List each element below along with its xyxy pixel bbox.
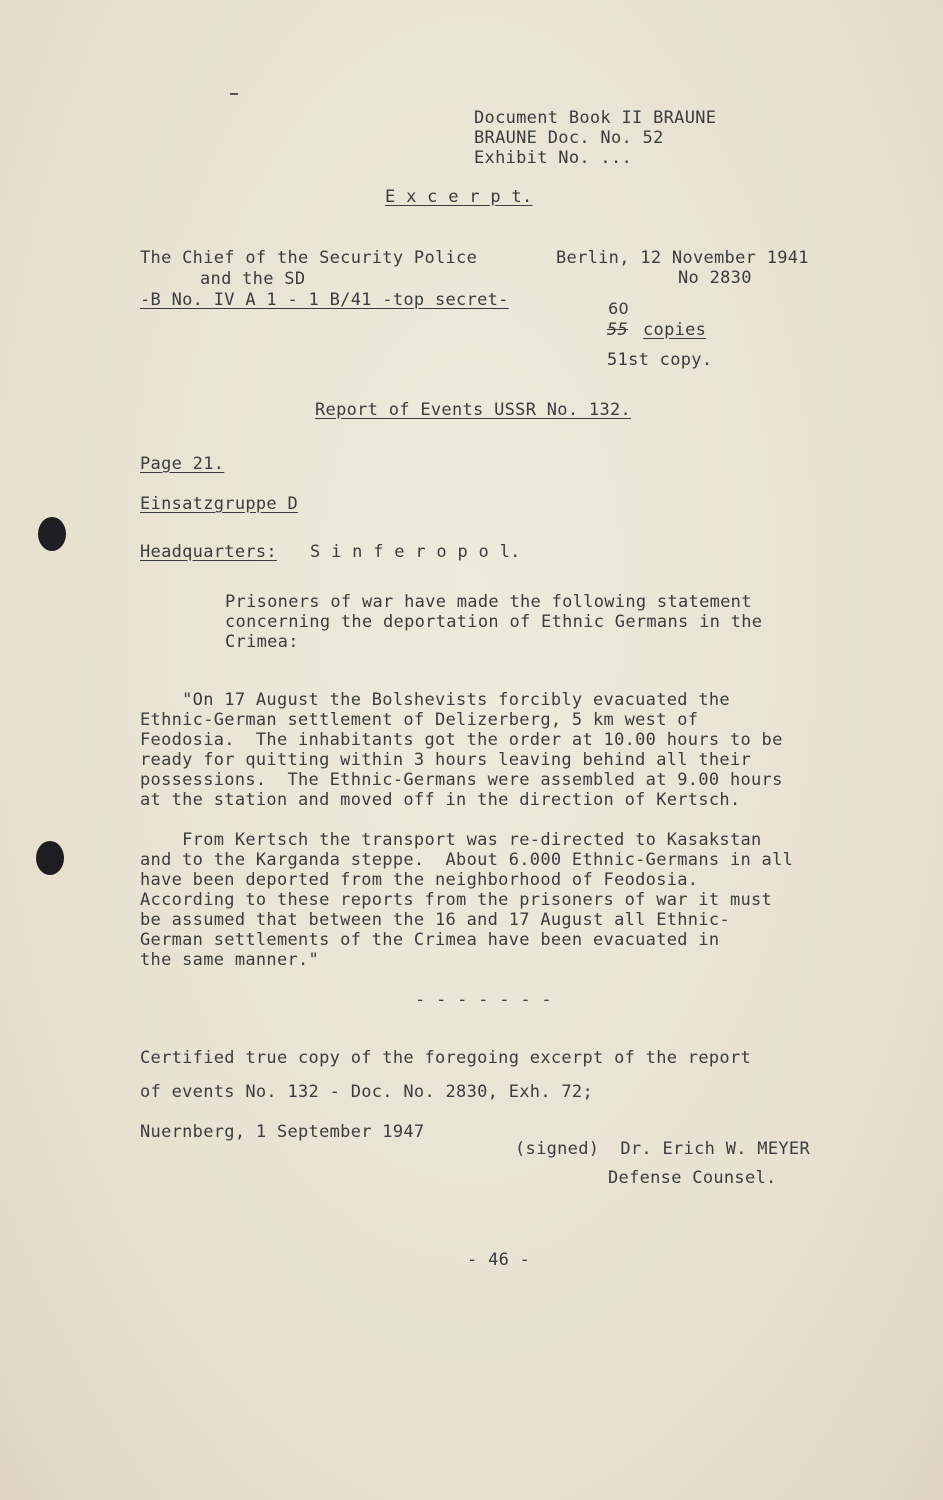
headquarters-label: Headquarters:: [140, 542, 277, 562]
para1-line: ready for quitting within 3 hours leaving behind all their: [140, 750, 752, 770]
report-title: Report of Events USSR No. 132.: [315, 400, 632, 420]
punch-hole-top: [38, 517, 66, 551]
para1-line: possessions. The Ethnic-Germans were assembled at 9.00 hours: [140, 770, 783, 790]
intro-line: Crimea:: [225, 632, 299, 652]
dateline: Berlin, 12 November 1941: [556, 248, 809, 268]
sender-line-2: and the SD: [200, 269, 306, 289]
copy-number: 51st copy.: [607, 350, 713, 370]
intro-line: Prisoners of war have made the following statement: [225, 592, 752, 612]
para2-line: the same manner.": [140, 950, 320, 970]
certification-line-2: of events No. 132 - Doc. No. 2830, Exh. 72;: [140, 1082, 593, 1102]
einsatzgruppe-heading: Einsatzgruppe D: [140, 494, 299, 514]
headquarters-place: S i n f e r o p o l.: [310, 542, 521, 562]
punch-hole-bottom: [36, 841, 64, 875]
para1-line: Ethnic-German settlement of Delizerberg, 5 km west of: [140, 710, 699, 730]
para2-line: From Kertsch the transport was re-directed to Kasakstan: [140, 830, 762, 850]
header-exhibit: Exhibit No. ...: [474, 148, 633, 168]
para2-line: German settlements of the Crimea have been evacuated in: [140, 930, 720, 950]
page-reference: Page 21.: [140, 454, 225, 474]
para1-line: "On 17 August the Bolshevists forcibly evacuated the: [140, 690, 730, 710]
header-doc-number: BRAUNE Doc. No. 52: [474, 128, 664, 148]
para1-line: Feodosia. The inhabitants got the order at 10.00 hours to be: [140, 730, 783, 750]
margin-mark: [230, 93, 238, 95]
page-number: - 46 -: [467, 1250, 531, 1270]
signature-title: Defense Counsel.: [608, 1168, 777, 1188]
copies-handwritten-count: 60: [608, 299, 629, 318]
para2-line: have been deported from the neighborhood of Feodosia.: [140, 870, 699, 890]
intro-line: concerning the deportation of Ethnic Germans in the: [225, 612, 763, 632]
para2-line: According to these reports from the prisoners of war it must: [140, 890, 773, 910]
copies-label: copies: [643, 320, 707, 340]
para2-line: and to the Karganda steppe. About 6.000 Ethnic-Germans in all: [140, 850, 794, 870]
reference-number: -B No. IV A 1 - 1 B/41 -top secret-: [140, 290, 509, 310]
dateline-number: No 2830: [678, 268, 752, 288]
separator-line: - - - - - - -: [415, 990, 552, 1010]
certification-line-1: Certified true copy of the foregoing excerpt of the report: [140, 1048, 752, 1068]
document-title: E x c e r p t.: [385, 187, 533, 207]
certification-place-date: Nuernberg, 1 September 1947: [140, 1122, 425, 1142]
copies-struck-count: 55: [607, 320, 629, 340]
header-document-book: Document Book II BRAUNE: [474, 108, 717, 128]
para1-line: at the station and moved off in the direction of Kertsch.: [140, 790, 741, 810]
signature-line: (signed) Dr. Erich W. MEYER: [515, 1139, 810, 1159]
sender-line-1: The Chief of the Security Police: [140, 248, 478, 268]
para2-line: be assumed that between the 16 and 17 August all Ethnic-: [140, 910, 730, 930]
